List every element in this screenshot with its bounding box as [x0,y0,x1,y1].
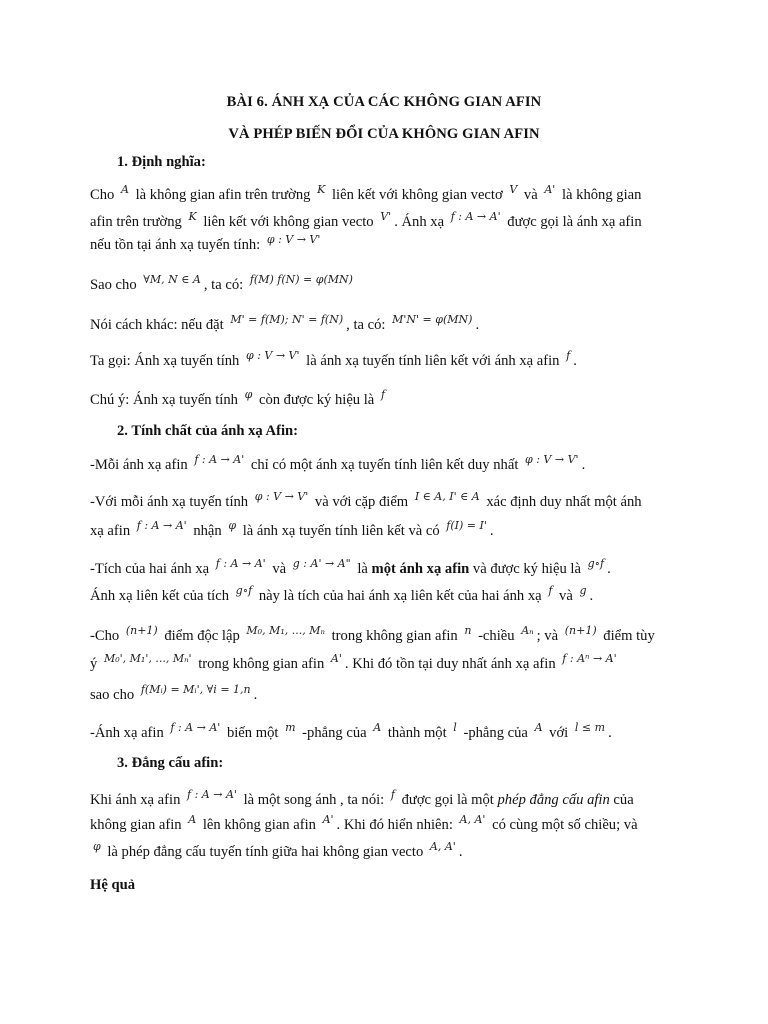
math-expr: l [453,721,457,734]
math-expr: l ≤ m [574,721,606,734]
math-expr: f [380,388,386,401]
math-expr: A' [544,183,556,196]
math-expr: M₀', M₁', ..., Mₙ' [103,652,192,665]
math-expr: φ : V → V' [525,453,579,466]
math-expr: φ : V → V' [246,349,300,362]
math-expr: A [120,183,129,196]
math-expr: A [373,721,382,734]
math-expr: f(M) f(N) = φ(MN) [249,273,353,286]
math-expr: φ : V → V' [266,233,321,246]
paragraph-line: -Cho $^{(n+1)}$ điểm độc lập $^{M_0, M_1, ..., M_n}$ trong không gian afin $^n$ -chiều $^{A_n}$ ; và $^{(n+1)}$ điểm tùy [90,624,655,644]
math-expr: ∀M, N ∈ A [143,273,201,286]
paragraph-line: -Tích của hai ánh xạ $^{f : A \to A'}$ và $^{g : A' \to A"}$ là một ánh xạ afin và được ký hiệu là $^{g\circ f}$ . [90,557,611,577]
math-expr: (n+1) [125,624,158,637]
math-expr: M'N' = φ(MN) [392,313,473,326]
paragraph-line: không gian afin $^A$ lên không gian afin $^{A'}$ . Khi đó hiển nhiên: $^{A, A'}$ có cùng một số chiều; và [90,813,638,833]
math-expr: V' [380,210,392,223]
math-expr: f : A → A' [450,210,501,223]
section-heading-corollary: Hệ quả [90,877,136,893]
math-expr: f : A → A' [136,519,187,532]
paragraph-line: nếu tồn tại ánh xạ tuyến tính: $^{\varphi : V \to V'}$ [90,236,323,255]
math-expr: Aₙ [521,624,534,637]
math-expr: K [317,183,326,196]
math-expr: K [188,210,197,223]
section-heading-isomorphism: 3. Đẳng cấu afin: [117,755,224,771]
math-expr: f : A → A' [170,721,221,734]
math-expr: V [509,183,518,196]
paragraph-line: Cho $^A$ là không gian afin trên trường $^K$ liên kết với không gian vectơ $^V$ và $^{A'}$ là không gian [90,183,642,203]
math-expr: A' [330,652,342,665]
paragraph-line: Nói cách khác: nếu đặt $^{M' = f(M); N' = f(N)}$ , ta có: $^{M'N' = \varphi(MN)}$ . [90,313,480,333]
math-expr: f : A → A' [187,788,237,801]
math-expr: A' [322,813,334,826]
math-expr: f [390,788,395,801]
math-expr: (n+1) [564,624,597,637]
paragraph-line: Ánh xạ liên kết của tích $^{g\circ f}$ này là tích của hai ánh xạ liên kết của hai ánh xạ $^f$ và $^g$ . [90,584,594,604]
math-expr: A [534,721,543,734]
paragraph-line: sao cho $^{f(Mᵢ) = Mᵢ', \forall i = 1,n}$ . [90,683,258,703]
math-expr: M₀, M₁, ..., Mₙ [246,624,325,637]
math-expr: m [285,721,296,734]
paragraph-line: -Ánh xạ afin $^{f : A \to A'}$ biến một $^m$ -phẳng của $^A$ thành một $^l$ -phẳng của $^A$ với $^{l \le m}$ . [90,721,612,741]
math-expr: g : A' → A" [292,557,351,570]
math-expr: f [566,349,571,362]
italic-phrase: phép đẳng cấu afin [497,792,610,808]
math-expr: g [579,584,587,597]
math-expr: φ [93,840,101,853]
math-expr: f : Aⁿ → A' [562,652,617,665]
paragraph-line: ý $^{M_0', M_1', ..., M_n'}$ trong không gian afin $^{A'}$ . Khi đó tồn tại duy nhất ánh xạ afin $^{f : A^n \to A'}$ [90,655,620,674]
math-expr: n [464,624,472,637]
math-expr: g∘f [587,557,605,570]
math-expr: I ∈ A, I' ∈ A [414,490,480,503]
paragraph-line: xạ afin $^{f : A \to A'}$ nhận $^\varphi$ là ánh xạ tuyến tính liên kết và có $^{f(I) = I'}$ . [90,519,494,539]
section-heading-definition: 1. Định nghĩa: [117,154,206,170]
math-expr: A, A' [459,813,486,826]
math-expr: φ [244,388,253,401]
paragraph-line: -Mỗi ánh xạ afin $^{f : A \to A'}$ chỉ có một ánh xạ tuyến tính liên kết duy nhất $^{\varphi : V \to V'}$ . [90,453,586,473]
math-expr: f [548,584,553,597]
math-expr: A [188,813,197,826]
section-heading-properties: 2. Tính chất của ánh xạ Afin: [117,423,298,439]
paragraph-line: $^\varphi$ là phép đẳng cấu tuyến tính giữa hai không gian vecto $^{A, A'}$ . [90,843,462,862]
title-line-2: VÀ PHÉP BIẾN ĐỔI CỦA KHÔNG GIAN AFIN [228,126,540,142]
math-expr: f(I) = I' [446,519,487,532]
math-expr: A, A' [429,840,456,853]
paragraph-line: afin trên trường $^K$ liên kết với không gian vecto $^{V'}$ . Ánh xạ $^{f : A \to A'}$ được gọi là ánh xạ afin [90,210,642,230]
math-expr: φ : V → V' [254,490,309,503]
math-expr: f : A → A' [194,453,245,466]
math-expr: f : A → A' [215,557,266,570]
paragraph-line: Ta gọi: Ánh xạ tuyến tính $^{\varphi : V \to V'}$ là ánh xạ tuyến tính liên kết với ánh xạ afin $^f$ . [90,349,577,369]
bold-phrase: một ánh xạ afin [371,561,470,577]
title-line-1: BÀI 6. ÁNH XẠ CỦA CÁC KHÔNG GIAN AFIN [226,94,542,110]
paragraph-line: Sao cho $^{\forall M, N \in A}$ , ta có: $^{f(M) f(N) = \varphi(MN)}$ [90,276,356,295]
math-expr: φ [228,519,237,532]
paragraph-line: Chú ý: Ánh xạ tuyến tính $^\varphi$ còn được ký hiệu là $^f$ [90,391,388,410]
math-expr: g∘f [235,584,253,597]
math-expr: f(Mᵢ) = Mᵢ', ∀i = 1,n [140,683,251,696]
paragraph-line: -Với mỗi ánh xạ tuyến tính $^{\varphi : V \to V'}$ và với cặp điểm $^{I \in A, I' \in A}$ xác định duy nhất một ánh [90,490,642,510]
math-expr: M' = f(M); N' = f(N) [230,313,344,326]
paragraph-line: Khi ánh xạ afin $^{f : A \to A'}$ là một song ánh , ta nói: $^f$ được gọi là một phép đẳng cấu afin của [90,788,634,808]
